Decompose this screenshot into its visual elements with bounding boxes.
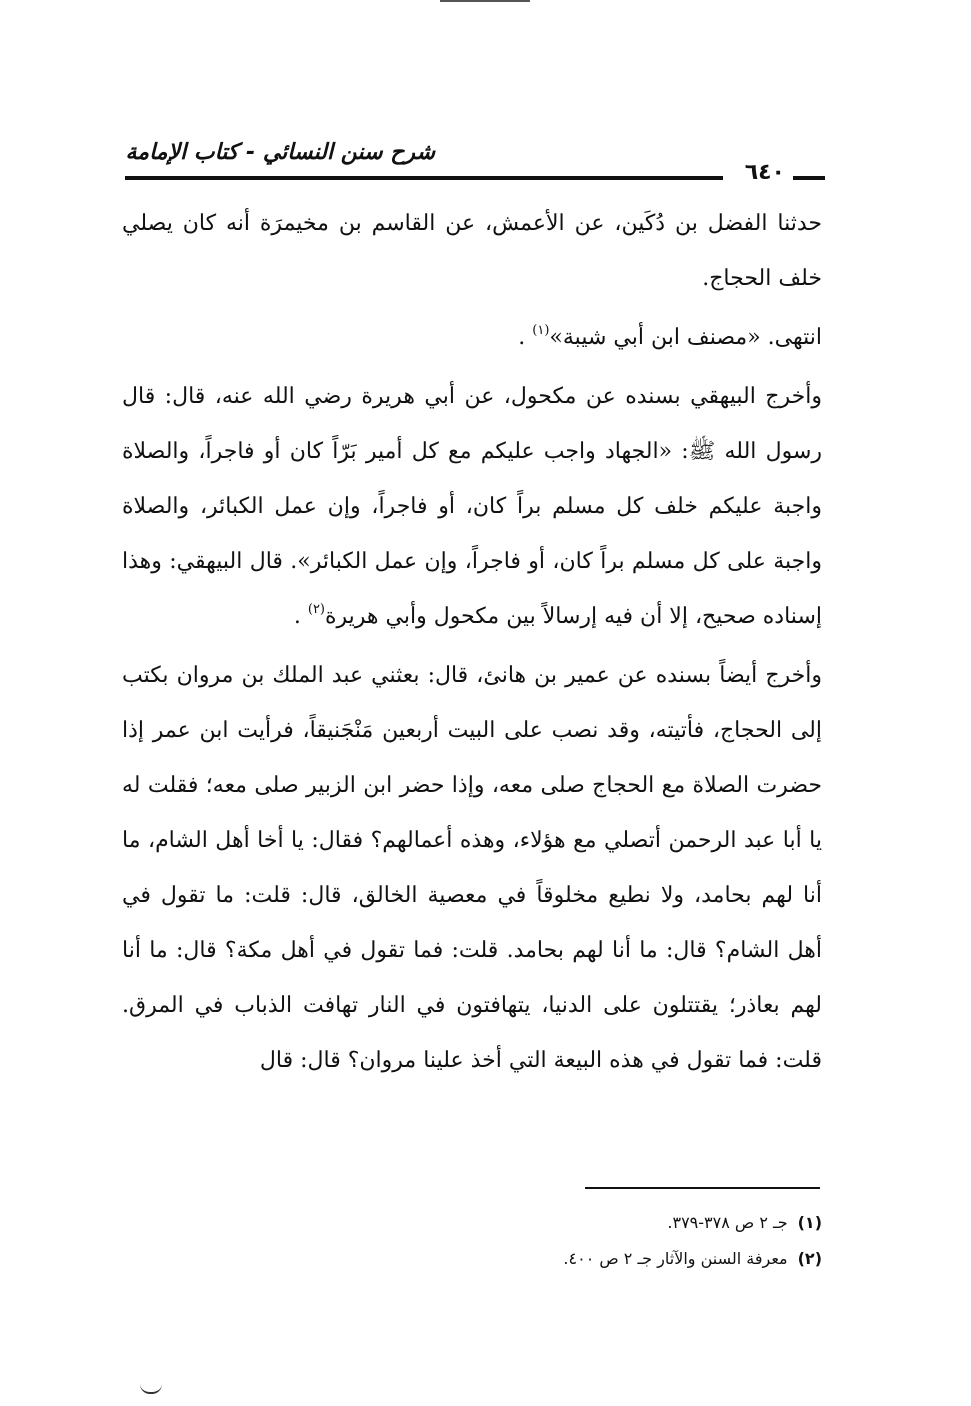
paragraph-tail: . (518, 325, 533, 350)
header-rule (125, 176, 723, 180)
running-title: شرح سنن النسائي - كتاب الإمامة (125, 140, 435, 165)
footnote-1 (122, 1205, 822, 1241)
top-edge-mark (440, 0, 530, 2)
footnote-marker: (٢) (307, 602, 325, 617)
footnote-2 (122, 1241, 822, 1277)
paragraph-3 (122, 369, 822, 644)
header-rule-short (793, 176, 825, 180)
paragraph-text: انتهى. «مصنف ابن أبي شيبة» (549, 325, 822, 350)
footnote-number: (١) (797, 1213, 822, 1232)
scan-mark (140, 1384, 162, 1394)
main-text (122, 196, 822, 1088)
footnote-text: معرفة السنن والآثار جـ ٢ ص ٤٠٠. (563, 1249, 788, 1268)
paragraph-text: وأخرج البيهقي بسنده عن مكحول، عن أبي هريرة رضي الله عنه، قال: قال رسول الله ﷺ: «الجهاد واجب عليكم مع كل أمير بَرّاً كان أو فاجراً، والصلاة واجبة عليكم خلف كل مسلم براً كان، أو فاجراً، وإن عمل الكبائر، والصلاة واجبة على كل مسلم براً كان، أو فاجراً، وإن عمل الكبائر». قال البيهقي: وهذا إسناده صحيح، إلا أن فيه إرسالاً بين مكحول وأبي هريرة (122, 384, 822, 629)
paragraph-text: وأخرج أيضاً بسنده عن عمير بن هانئ، قال: بعثني عبد الملك بن مروان بكتب إلى الحجاج، فأتيته، وقد نصب على البيت أربعين مَنْجَنيقاً، فرأيت ابن عمر إذا حضرت الصلاة مع الحجاج صلى معه، وإذا حضر ابن الزبير صلى معه؛ فقلت له يا أبا عبد الرحمن أتصلي مع هؤلاء، وهذه أعمالهم؟ فقال: يا أخا أهل الشام، ما أنا لهم بحامد، ولا نطيع مخلوقاً في معصية الخالق، قال: قلت: ما تقول في أهل الشام؟ قال: ما أنا لهم بحامد. قلت: فما تقول في أهل مكة؟ قال: ما أنا لهم بعاذر؛ يقتتلون على الدنيا، يتهافتون في النار تهافت الذباب في المرق. قلت: فما تقول في هذه البيعة التي أخذ علينا مروان؟ قال: قال (122, 663, 822, 1073)
footnote-number: (٢) (797, 1249, 822, 1268)
paragraph-text: حدثنا الفضل بن دُكَين، عن الأعمش، عن القاسم بن مخيمرَة أنه كان يصلي خلف الحجاج. (122, 211, 822, 291)
paragraph-tail: . (293, 604, 308, 629)
page-header (125, 132, 825, 192)
footnote-marker: (١) (532, 323, 550, 338)
paragraph-2 (122, 310, 822, 365)
paragraph-4 (122, 648, 822, 1088)
page-number: ٦٤٠ (744, 160, 785, 185)
footnote-separator (585, 1187, 820, 1189)
paragraph-1 (122, 196, 822, 306)
footnotes (122, 1205, 822, 1277)
footnote-text: جـ ٢ ص ٣٧٨-٣٧٩. (667, 1213, 788, 1232)
